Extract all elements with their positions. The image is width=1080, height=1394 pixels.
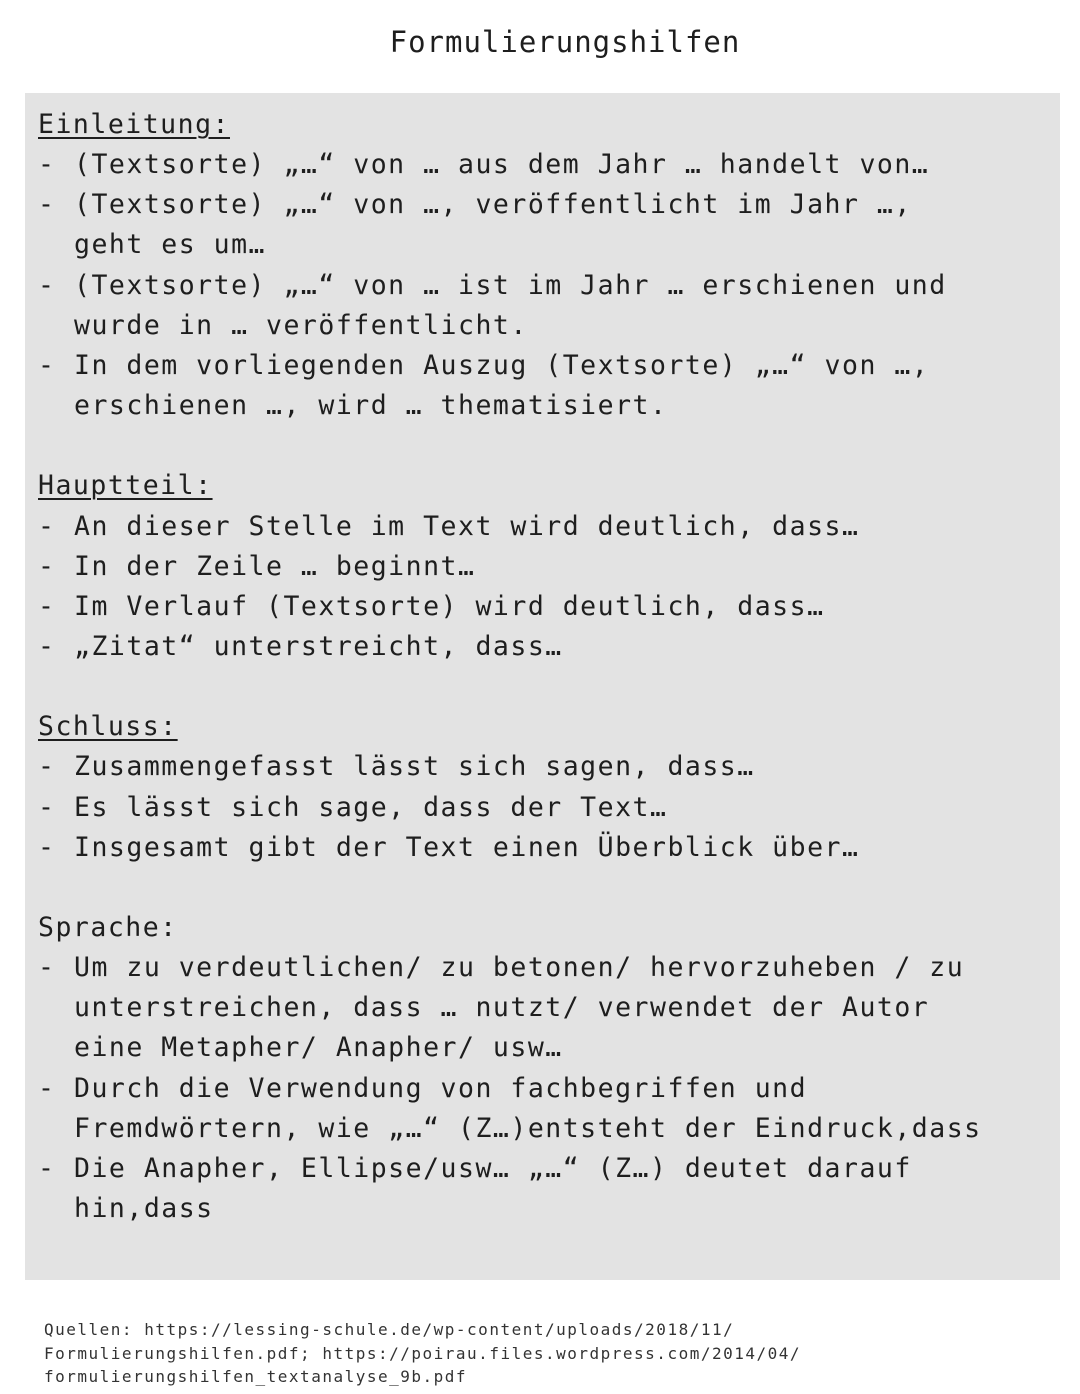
list-item-text: erschienen …, wird … thematisiert. — [74, 390, 668, 422]
bullet-dash: - — [38, 952, 56, 984]
list-item-text: In dem vorliegenden Auszug (Textsorte) „…“ von …, — [74, 349, 930, 381]
bullet-dash: - — [38, 1072, 56, 1104]
list-item — [38, 1069, 1048, 1149]
list-item-text: (Textsorte) „…“ von …, veröffentlicht im Jahr …, — [74, 189, 912, 221]
list-item-text: Im Verlauf (Textsorte) wird deutlich, dass… — [74, 590, 825, 622]
list-item-text: hin,dass — [74, 1193, 214, 1225]
list-item — [38, 587, 1048, 627]
list-item — [38, 1149, 1048, 1229]
list-item — [38, 507, 1048, 547]
list-item-text: Durch die Verwendung von fachbegriffen und — [74, 1072, 808, 1104]
list-item — [38, 828, 1048, 868]
content-box — [25, 93, 1060, 1280]
bullet-dash: - — [38, 189, 56, 221]
list-item-text: In der Zeile … beginnt… — [74, 550, 476, 582]
list-item-text: An dieser Stelle im Text wird deutlich, dass… — [74, 510, 860, 542]
section-heading: Einleitung: — [38, 109, 230, 140]
list-item-text: geht es um… — [74, 229, 266, 261]
bullet-dash: - — [38, 550, 56, 582]
bullet-dash: - — [38, 149, 56, 181]
section-einleitung — [38, 105, 1048, 426]
section-hauptteil — [38, 466, 1048, 667]
list-item-text: (Textsorte) „…“ von … ist im Jahr … erschienen und — [74, 269, 947, 301]
source-line: Formulierungshilfen.pdf; https://poirau.files.wordpress.com/2014/04/ — [44, 1343, 802, 1363]
bullet-dash: - — [38, 1152, 56, 1184]
bullet-dash: - — [38, 751, 56, 783]
list-item — [38, 747, 1048, 787]
list-item — [38, 266, 1048, 346]
list-item-text: Es lässt sich sage, dass der Text… — [74, 791, 668, 823]
page-title: Formulierungshilfen — [389, 25, 741, 59]
bullet-dash: - — [38, 510, 56, 542]
list-item-text: (Textsorte) „…“ von … aus dem Jahr … handelt von… — [74, 149, 930, 181]
section-heading: Sprache: — [38, 912, 178, 944]
bullet-dash: - — [38, 630, 56, 662]
bullet-dash: - — [38, 269, 56, 301]
bullet-dash: - — [38, 590, 56, 622]
content-list — [38, 105, 1048, 1229]
list-item-text: Insgesamt gibt der Text einen Überblick über… — [74, 831, 860, 863]
list-item — [38, 788, 1048, 828]
list-item — [38, 185, 1048, 265]
list-item — [38, 346, 1048, 426]
list-item-text: „Zitat“ unterstreicht, dass… — [74, 630, 563, 662]
list-item-text: Um zu verdeutlichen/ zu betonen/ hervorzuheben / zu — [74, 952, 965, 984]
section-sprache — [38, 908, 1048, 1229]
list-item — [38, 145, 1048, 185]
list-item — [38, 948, 1048, 1068]
section-heading: Schluss: — [38, 711, 178, 743]
list-item-text: unterstreichen, dass … nutzt/ verwendet der Autor — [74, 992, 930, 1024]
list-item — [38, 547, 1048, 587]
list-item-text: eine Metapher/ Anapher/ usw… — [74, 1032, 563, 1064]
source-line: formulierungshilfen_textanalyse_9b.pdf — [44, 1367, 468, 1386]
bullet-dash: - — [38, 831, 56, 863]
bullet-dash: - — [38, 791, 56, 823]
sources-footer — [44, 1318, 801, 1389]
list-item-text: Fremdwörtern, wie „…“ (Z…)entsteht der Eindruck,dass — [74, 1112, 982, 1144]
list-item — [38, 627, 1048, 667]
section-schluss — [38, 707, 1048, 868]
list-item-text: Zusammengefasst lässt sich sagen, dass… — [74, 751, 755, 783]
source-line: Quellen: https://lessing-schule.de/wp-content/uploads/2018/11/ — [44, 1320, 735, 1339]
list-item-text: Die Anapher, Ellipse/usw… „…“ (Z…) deutet darauf — [74, 1152, 912, 1184]
bullet-dash: - — [38, 349, 56, 381]
section-heading: Hauptteil: — [38, 470, 213, 502]
list-item-text: wurde in … veröffentlicht. — [74, 309, 528, 341]
